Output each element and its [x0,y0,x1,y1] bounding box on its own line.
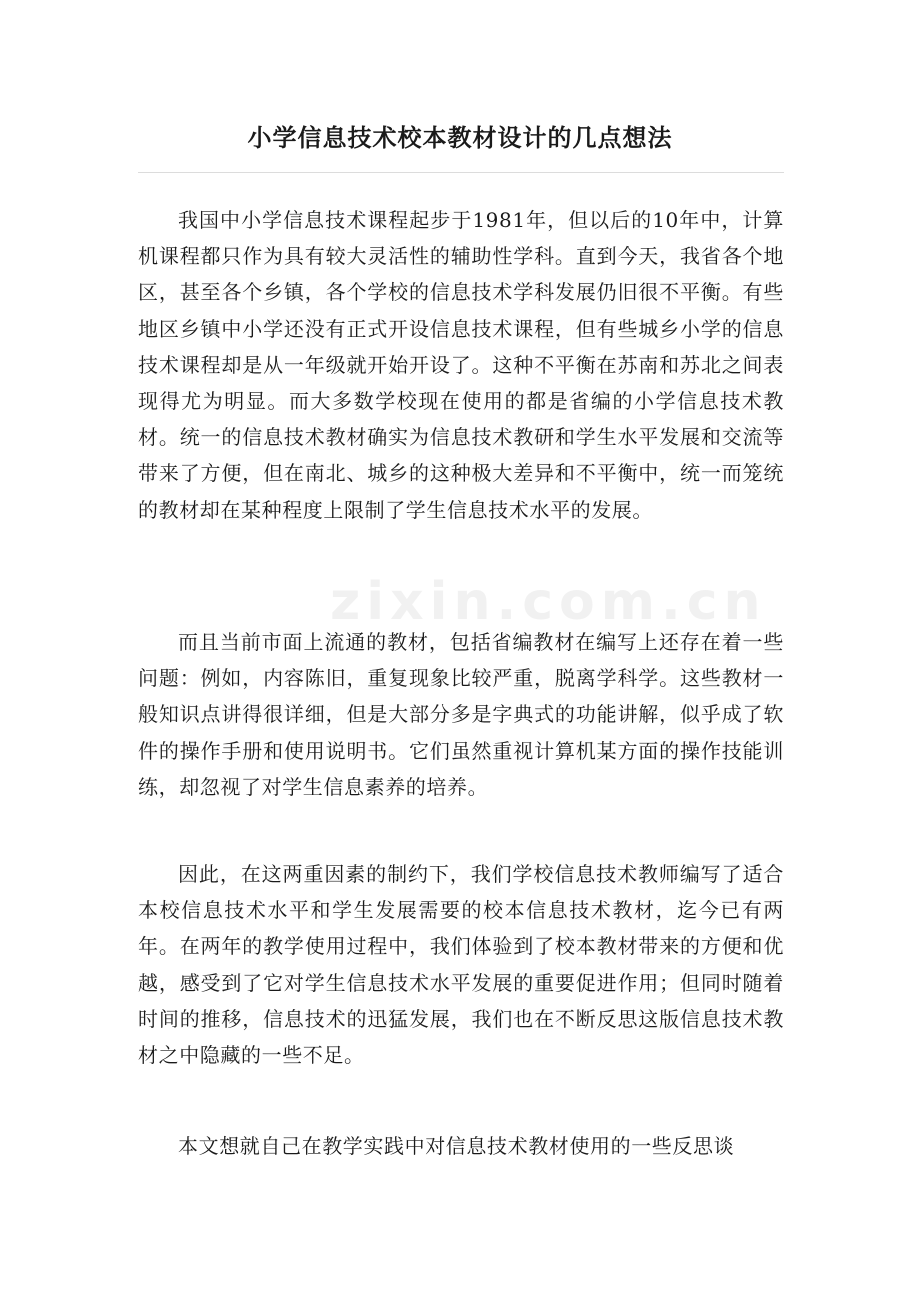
title-divider [138,172,784,173]
document-title: 小学信息技术校本教材设计的几点想法 [247,123,673,152]
paragraph-1: 我国中小学信息技术课程起步于1981年，但以后的10年中，计算机课程都只作为具有较大灵活性的辅助性学科。直到今天，我省各个地区，甚至各个乡镇，各个学校的信息技术学科发展仍旧很不平衡。有些地区乡镇中小学还没有正式开设信息技术课程，但有些城乡小学的信息技术课程却是从一年级就开始开设了。这种不平衡在苏南和苏北之间表现得尤为明显。而大多数学校现在使用的都是省编的小学信息技术教材。统一的信息技术教材确实为信息技术教研和学生水平发展和交流等带来了方便，但在南北、城乡的这种极大差异和不平衡中，统一而笼统的教材却在某种程度上限制了学生信息技术水平的发展。 [138,208,784,522]
paragraph-2: 而且当前市面上流通的教材，包括省编教材在编写上还存在着一些问题：例如，内容陈旧，重复现象比较严重，脱离学科学。这些教材一般知识点讲得很详细，但是大部分多是字典式的功能讲解，似乎成了软件的操作手册和使用说明书。它们虽然重视计算机某方面的操作技能训练，却忽视了对学生信息素养的培养。 [138,630,784,799]
watermark: zixin.com.cn [330,572,767,632]
paragraph-3: 因此，在这两重因素的制约下，我们学校信息技术教师编写了适合本校信息技术水平和学生发展需要的校本信息技术教材，迄今已有两年。在两年的教学使用过程中，我们体验到了校本教材带来的方便和优越，感受到了它对学生信息技术水平发展的重要促进作用；但同时随着时间的推移，信息技术的迅猛发展，我们也在不断反思这版信息技术教材之中隐藏的一些不足。 [138,862,784,1068]
paragraph-4: 本文想就自己在教学实践中对信息技术教材使用的一些反思谈 [178,1134,735,1158]
